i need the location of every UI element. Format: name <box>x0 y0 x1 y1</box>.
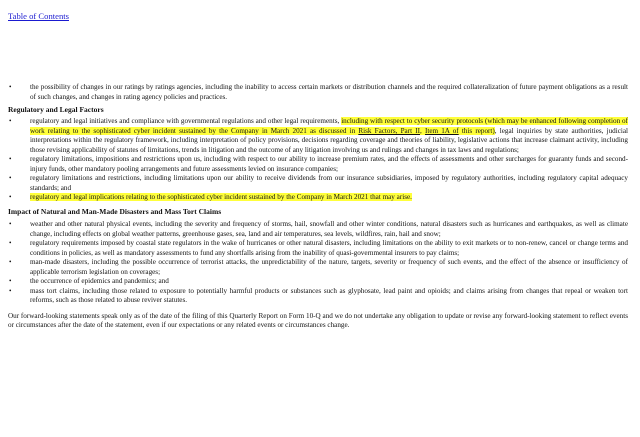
list-item-coastal-regulators <box>8 239 634 258</box>
bullet-text: man-made disasters, including the possible occurrence of terrorist attacks, the unpredictability of the nature, targets, severity or frequency of such events, and the effect of the absence or insufficiency of applicable terrorism legislation on coverages; <box>30 258 628 276</box>
list-item-cyber-implications <box>8 193 634 203</box>
bullet-icon: • <box>9 83 12 91</box>
list-item-weather <box>8 220 634 239</box>
section-heading-disasters: Impact of Natural and Man-Made Disasters and Mass Tort Claims <box>8 207 222 217</box>
bullet-icon: • <box>9 239 12 248</box>
bullet-icon: • <box>9 286 12 295</box>
list-item-mass-tort <box>8 287 634 306</box>
closing-paragraph: Our forward-looking statements speak only as of the date of the filing of this Quarterly Report on Form 10-Q and we do not undertake any obligation to update or revise any forward-looking statement to reflect events or circumstances after the date of the statement, even if our expectations or any related events or circumstances change. <box>8 311 628 330</box>
highlighted-text: this report) <box>458 126 495 135</box>
list-item-ratings <box>8 83 634 102</box>
bullet-icon: • <box>9 277 12 286</box>
list-item-dividend-restrictions <box>8 174 634 193</box>
list-item-epidemics <box>8 277 634 287</box>
list-item-regulatory-initiatives <box>8 117 634 155</box>
bullet-icon: • <box>9 117 12 126</box>
risk-factors-link[interactable]: Risk Factors, Part II <box>358 126 420 135</box>
item-1a-link[interactable]: Item 1A of <box>424 126 459 135</box>
highlighted-text: , <box>420 126 425 135</box>
bullet-icon: • <box>9 220 12 229</box>
bullet-icon: • <box>9 174 12 183</box>
bullet-text: regulatory limitations, impositions and restrictions upon us, including with respect to our ability to increase premium rates, and the effects of assessments and other surcharges for guaranty funds and second-injury funds, other mandatory pooling arrangements and future assessments levied on insurance companies; <box>30 155 628 173</box>
highlighted-text: including with respect to cyber security protocols (which may be enhanced following completion of work relating to the sophisticated cyber incident sustained by the Company in March 2021 as discussed in <box>30 117 628 135</box>
bullet-text: regulatory limitations and restrictions, including limitations upon our ability to receive dividends from our insurance subsidiaries, imposed by regulatory authorities, including regulatory capital adequacy standards; and <box>30 174 628 192</box>
bullet-text: regulatory requirements imposed by coastal state regulators in the wake of hurricanes or other natural disasters, including limitations on the ability to exit markets or to non-renew, cancel or change terms and conditions in policies, as well as mandatory assessments to fund any shortfalls arising from the inability of quasi-governmental insurers to pay claims; <box>30 239 628 257</box>
spacer <box>8 24 634 83</box>
bullet-text: regulatory and legal initiatives and compliance with governmental regulations and other legal requirements, <box>30 117 342 126</box>
bullet-text: , legal inquiries by state authorities, judicial interpretations within the regulatory framework, including interpretation of policy provisions, decisions regarding coverage and theories of liability, legislative actions that increase claimant activity, including those revising applicability of statutes of limitations, trends in litigation and the outcome of any litigation involving us and rulings and changes in tax laws and regulations; <box>30 126 629 154</box>
bullet-icon: • <box>9 193 12 202</box>
list-item-regulatory-limitations <box>8 155 634 174</box>
bullet-text: the occurrence of epidemics and pandemics; and <box>30 277 169 286</box>
bullet-text: mass tort claims, including those related to exposure to potentially harmful products or substances such as glyphosate, lead paint and opioids; and claims arising from changes that repeal or weaken tort reforms, such as those related to abuse reviver statutes. <box>30 286 628 305</box>
section-heading-regulatory: Regulatory and Legal Factors <box>8 105 104 115</box>
table-of-contents-link[interactable]: Table of Contents <box>8 11 69 21</box>
bullet-text: the possibility of changes in our ratings by ratings agencies, including the inability to access certain markets or distribution channels and the required collateralization of future payment obligations as a result of such changes, and changes in rating agency policies and practices. <box>30 83 628 101</box>
bullet-icon: • <box>9 155 12 164</box>
highlighted-text: regulatory and legal implications relating to the sophisticated cyber incident sustained by the Company in March 2021 that may arise. <box>30 193 412 202</box>
bullet-icon: • <box>9 258 12 267</box>
list-item-man-made-disasters <box>8 258 634 277</box>
bullet-text: weather and other natural physical events, including the severity and frequency of storms, hail, snowfall and other winter conditions, natural disasters such as hurricanes and earthquakes, as well as climate change, including effects on global weather patterns, greenhouse gases, sea, land and air temperatures, sea levels, wildfires, rain, hail and snow; <box>30 220 628 238</box>
